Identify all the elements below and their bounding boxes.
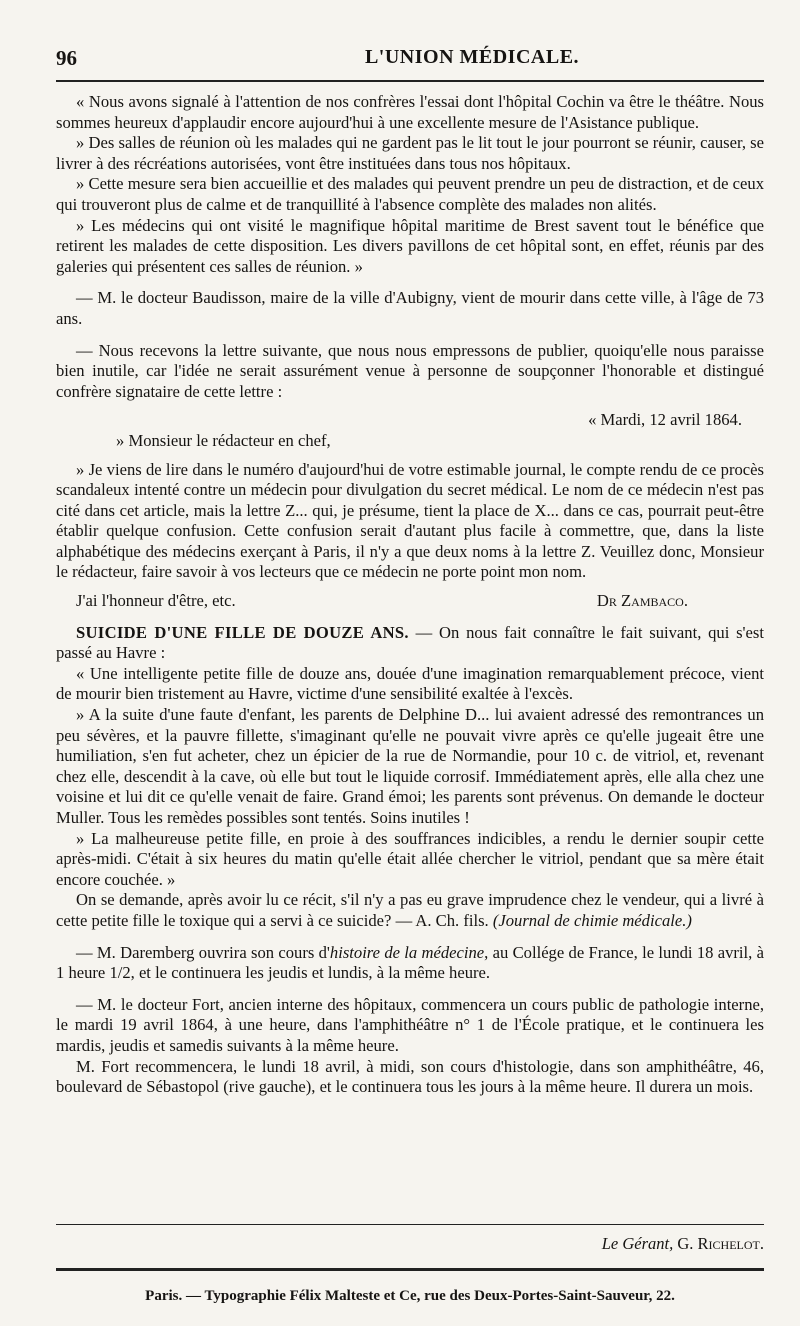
paragraph: » La malheureuse petite fille, en proie à des souffrances indicibles, a rendu le dernier soupir cette après-midi. C'était à six heures du matin qu'elle était allée chercher le vitriol, pendant que sa mère était encore couchée. »	[56, 828, 764, 889]
paragraph: « Nous avons signalé à l'attention de nos confrères l'essai dont l'hôpital Cochin va être le théâtre. Nous sommes heureux d'applaudir encore aujourd'hui à une excellente mesure de l'Asistance publique.	[56, 92, 764, 132]
running-title: L'UNION MÉDICALE.	[364, 46, 580, 68]
paragraph: » Cette mesure sera bien accueillie et des malades qui peuvent prendre un peu de distraction, et de ceux qui trouveront plus de calme et de tranquillité à l'absence complète des malades non alités.	[56, 174, 764, 214]
gerant-line: Le Gérant, G. Richelot.	[601, 1234, 764, 1253]
paragraph: » A la suite d'une faute d'enfant, les parents de Delphine D... lui avaient adressé des remontrances un peu sévères, et la pauvre fillette, s'imaginant qu'elle ne pouvait vivre après ce qu'elle jugeait être une humiliation, s'en fut acheter, chez un épicier de la rue de Normandie, pour 10 c. de vitriol, et, revenant chez elle, descendit à la cave, où elle but tout le liquide corrosif. Immédiatement après, elle alla chez une voisine et lui dit ce qu'elle venait de faire. Grand émoi; les parents sont prévenus. On demande le docteur Muller. Tous les remèdes possibles sont tentés. Soins inutiles !	[56, 705, 764, 827]
source-citation: (Journal de chimie médicale.)	[492, 910, 692, 930]
page-header	[56, 46, 768, 76]
page-number: 96	[56, 46, 77, 70]
paragraph: On se demande, après avoir lu ce récit, s'il n'y a pas eu grave imprudence chez le vendeur, qui a livré à cette petite fille le toxique qui a servi à ce suicide? — A. Ch. fils. (Journal de chimie médicale.)	[56, 890, 764, 930]
letter-dateline: « Mardi, 12 avril 1864.	[588, 410, 742, 430]
paragraph: » Les médecins qui ont visité le magnifique hôpital maritime de Brest savent tout le bénéfice que retirent les malades de cette disposition. Les divers pavillons de cet hôpital sont, en effet, réunis par des galeries qui présentent ces salles de réunion. »	[56, 215, 764, 276]
paragraph: » Des salles de réunion où les malades qui ne gardent pas le lit tout le jour pourront se réunir, causer, se livrer à des récréations autorisées, vont être instituées dans tous nos hôpitaux.	[56, 133, 764, 173]
section-heading: SUICIDE D'UNE FILLE DE DOUZE ANS.	[76, 622, 409, 642]
letter-closing	[56, 591, 764, 612]
article-body	[56, 92, 764, 1098]
paragraph: — M. le docteur Baudisson, maire de la ville d'Aubigny, vient de mourir dans cette ville, à l'âge de 73 ans.	[56, 288, 764, 328]
paragraph: — Nous recevons la lettre suivante, que nous nous empressons de publier, quoiqu'elle nous paraisse bien inutile, car l'idée ne serait assurément venue à personne de soupçonner l'honorable et distingué confrère signataire de cette lettre :	[56, 340, 764, 401]
printer-rule	[56, 1268, 764, 1271]
letter-salutation: » Monsieur le rédacteur en chef,	[116, 430, 331, 450]
header-rule	[56, 80, 764, 82]
closing-text: J'ai l'honneur d'être, etc.	[76, 591, 236, 611]
paragraph: — M. Daremberg ouvrira son cours d'histoire de la médecine, au Collége de France, le lundi 18 avril, à 1 heure 1/2, et le continuera les jeudis et lundis, à la même heure.	[56, 942, 764, 983]
paragraph: » Je viens de lire dans le numéro d'aujourd'hui de votre estimable journal, le compte rendu de ce procès scandaleux intenté contre un médecin pour divulgation du secret médical. Le nom de ce médecin n'est pas cité dans cet article, mais la lettre Z... qui, je présume, tient la place de X... dans ce cas, pourrait peut-être établir quelque confusion. Cette confusion serait d'autant plus facile à commettre, que, dans la liste alphabétique des médecins exerçant à Paris, il n'y a que deux noms à la lettre Z. Veuillez donc, Monsieur le rédacteur, faire savoir à vos lecteurs que ce médecin ne porte point mon nom.	[56, 459, 764, 582]
paragraph: SUICIDE D'UNE FILLE DE DOUZE ANS. — On nous fait connaître le fait suivant, qui s'est passé au Havre :	[56, 622, 764, 663]
signature: Dr Zambaco.	[596, 591, 688, 611]
paragraph: — M. le docteur Fort, ancien interne des hôpitaux, commencera un cours public de pathologie interne, le mardi 19 avril 1864, à une heure, dans l'amphithéâtre n° 1 de l'École pratique, et le continuera les mardis, jeudis et samedis suivants à la même heure.	[56, 994, 764, 1055]
footer-rule	[56, 1224, 764, 1225]
paragraph: « Une intelligente petite fille de douze ans, douée d'une imagination remarquablement précoce, vient de mourir bien tristement au Havre, victime d'une sensibilité exaltée à l'excès.	[56, 663, 764, 704]
printer-imprint: Paris. — Typographie Félix Malteste et Ce, rue des Deux-Portes-Saint-Sauveur, 22.	[145, 1288, 675, 1304]
paragraph: M. Fort recommencera, le lundi 18 avril, à midi, son cours d'histologie, dans son amphithéâtre, 46, boulevard de Sébastopol (rive gauche), et le continuera tous les jours à la même heure. Il durera un mois.	[56, 1056, 764, 1097]
